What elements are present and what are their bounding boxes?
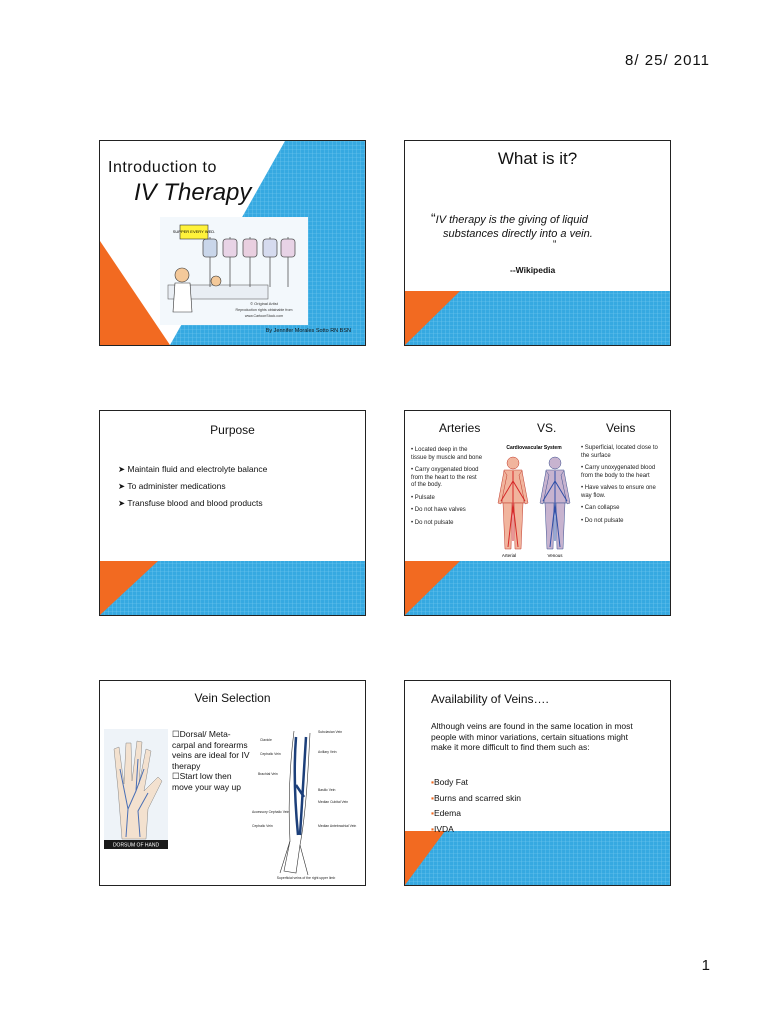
slide-availability bbox=[404, 680, 671, 886]
slide-title: Purpose bbox=[210, 423, 255, 437]
bullet-icon: • bbox=[411, 494, 415, 501]
label-subclavian: Subclavian Vein bbox=[318, 730, 343, 734]
quote-open: “ bbox=[431, 210, 436, 226]
slide-author: By Jennifer Morales Sotto RN BSN bbox=[265, 328, 351, 334]
list-item bbox=[581, 485, 661, 500]
bullet-icon: • bbox=[411, 507, 415, 513]
list-item bbox=[581, 465, 661, 480]
checkbox-icon: ☐ bbox=[172, 729, 180, 739]
quote-line1: IV therapy is the giving of liquid bbox=[435, 214, 588, 226]
bullet-icon: • bbox=[411, 467, 415, 473]
bullet-icon: ➤ bbox=[118, 498, 128, 508]
list-item-text: Burns and scarred skin bbox=[434, 792, 521, 803]
quote-source: --Wikipedia bbox=[510, 265, 556, 275]
list-item-text: Carry unoxygenated blood from the body to the heart bbox=[581, 465, 656, 479]
list-item-text: Have valves to ensure one way flow. bbox=[581, 485, 656, 499]
list-item bbox=[431, 777, 521, 789]
list-item bbox=[411, 520, 483, 528]
label-basilic: Basilic Vein bbox=[318, 788, 336, 792]
arm-veins-diagram bbox=[250, 723, 362, 881]
list-item-text: Maintain fluid and electrolyte balance bbox=[127, 464, 268, 474]
bullet-icon: • bbox=[581, 485, 585, 491]
title-veins: Veins bbox=[606, 421, 636, 435]
list-item bbox=[411, 495, 483, 503]
slide-decoration bbox=[405, 141, 670, 345]
list-item bbox=[118, 463, 267, 476]
list-item bbox=[411, 507, 483, 515]
title-arteries: Arteries bbox=[439, 421, 481, 435]
list-item-text: Located deep in the tissue by muscle and bone bbox=[411, 447, 483, 461]
hand-veins-illustration bbox=[104, 729, 168, 849]
cartoon-credit-3: www.CartoonStock.com bbox=[244, 314, 284, 318]
slide-title: What is it? bbox=[497, 149, 578, 168]
list-item bbox=[581, 518, 661, 526]
figure-venous-label: Venous bbox=[547, 553, 563, 558]
label-axillary: Axillary Vein bbox=[318, 750, 337, 754]
slide-intro bbox=[99, 140, 366, 346]
page-number: 1 bbox=[701, 957, 710, 974]
list-item-text: Transfuse blood and blood products bbox=[127, 498, 263, 508]
slide-arteries-vs-veins bbox=[404, 410, 671, 616]
label-median-antebrachial: Median Antebrachial Vein bbox=[318, 824, 357, 828]
label-cephalic: Cephalic Vein bbox=[260, 752, 281, 756]
slide-what-is-it bbox=[404, 140, 671, 346]
availability-intro: Although veins are found in the same location in most people with minor variations, certain situations might make it more difficult to find them such as: bbox=[431, 721, 633, 752]
list-item-text: Superficial, located close to the surface bbox=[581, 445, 658, 459]
list-item bbox=[118, 497, 267, 510]
slide-title: Vein Selection bbox=[194, 691, 271, 705]
list-item bbox=[118, 480, 267, 493]
list-item-text: Do not pulsate bbox=[584, 517, 624, 524]
vein-selection-text bbox=[172, 729, 250, 792]
list-item-text: Do not have valves bbox=[414, 507, 466, 513]
list-item bbox=[411, 467, 483, 490]
veins-list bbox=[581, 445, 661, 530]
page-date: 8/ 25/ 2011 bbox=[625, 52, 710, 69]
hand-label: DORSUM OF HAND bbox=[112, 842, 160, 849]
list-item-text: Edema bbox=[434, 808, 461, 818]
checkbox-icon: ☐ bbox=[172, 771, 180, 781]
bullet-icon: • bbox=[581, 505, 585, 511]
label-clavicle: Clavicle bbox=[260, 738, 272, 742]
list-item bbox=[581, 505, 661, 513]
list-item-text: Carry oxygenated blood from the heart to the rest of the body. bbox=[411, 467, 479, 488]
list-item bbox=[431, 793, 521, 805]
list-item-text: To administer medications bbox=[127, 481, 226, 491]
slide-title-line1: Introduction to bbox=[108, 159, 217, 176]
slide-vein-selection bbox=[99, 680, 366, 886]
bullet-icon: • bbox=[411, 519, 415, 526]
availability-list bbox=[431, 777, 521, 839]
arm-caption: Superficial veins of the right upper limb bbox=[276, 876, 336, 880]
list-item-text: Can collapse bbox=[584, 505, 620, 511]
label-median-cubital: Median Cubital Vein bbox=[318, 800, 349, 804]
list-item-text: Pulsate bbox=[414, 494, 435, 501]
purpose-list bbox=[118, 463, 267, 514]
quote-text bbox=[431, 211, 661, 241]
label-accessory-cephalic: Accessory Cephalic Vein bbox=[252, 810, 290, 814]
cartoon-credit-2: Reproduction rights obtainable from bbox=[235, 308, 293, 312]
title-vs: VS. bbox=[537, 421, 557, 435]
list-item-text: IVDA bbox=[434, 823, 454, 834]
bullet-icon: ▪ bbox=[431, 777, 435, 787]
label-cephalic-lower: Cephalic Vein bbox=[252, 824, 273, 828]
vein-selection-text-1: Dorsal/ Meta-carpal and forearms veins are ideal for IV therapy bbox=[172, 729, 250, 771]
bullet-icon: • bbox=[581, 517, 585, 524]
figure-arterial-label: Arterial bbox=[501, 553, 517, 558]
vein-selection-text-2: Start low then move your way up bbox=[172, 771, 241, 792]
bullet-icon: • bbox=[581, 465, 585, 471]
cardiovascular-figure bbox=[489, 441, 579, 559]
list-item bbox=[411, 447, 483, 462]
list-item-text: Body Fat bbox=[434, 777, 469, 787]
bullet-icon: • bbox=[411, 447, 415, 453]
figure-title: Cardiovascular System bbox=[506, 445, 562, 451]
slide-purpose bbox=[99, 410, 366, 616]
list-item bbox=[581, 445, 661, 460]
bullet-icon: • bbox=[581, 445, 585, 451]
cartoon-illustration bbox=[160, 217, 308, 325]
list-item bbox=[431, 808, 521, 820]
list-item-text: Do not pulsate bbox=[414, 519, 454, 526]
arteries-list bbox=[411, 447, 483, 532]
bullet-icon: ➤ bbox=[118, 464, 128, 474]
slide-title-line2: IV Therapy bbox=[134, 179, 252, 206]
quote-close: “ bbox=[553, 239, 557, 250]
label-brachial: Brachial Vein bbox=[258, 772, 278, 776]
quote-line2: substances directly into a vein. bbox=[443, 228, 593, 240]
bullet-icon: ▪ bbox=[431, 792, 435, 803]
bullet-icon: ▪ bbox=[431, 823, 435, 834]
list-item bbox=[431, 824, 521, 836]
bullet-icon: ▪ bbox=[431, 808, 435, 818]
cartoon-sign: SUPPER EVERY WED. bbox=[172, 229, 216, 234]
slide-title: Availability of Veins…. bbox=[431, 692, 549, 706]
cartoon-credit-1: © Original Artist bbox=[250, 301, 278, 306]
bullet-icon: ➤ bbox=[118, 481, 128, 491]
